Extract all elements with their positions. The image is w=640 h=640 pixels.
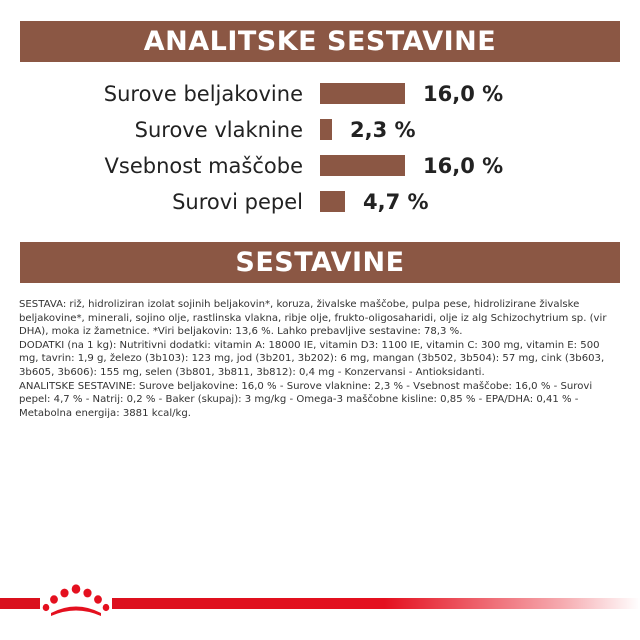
analytic-row-label: Surove beljakovine <box>103 82 303 106</box>
analytic-constituents-banner <box>20 21 620 62</box>
analytic-row-label: Surove vlaknine <box>134 118 303 142</box>
ingredients-banner <box>20 242 620 283</box>
additives-paragraph: DODATKI (na 1 kg): Nutritivni dodatki: vitamin A: 18000 IE, vitamin D3: 1100 IE, vitamin C: 300 mg, vitamin E: 500 mg, tavrin: 1,9 g, železo (3b103): 123 mg, jod (3b201, 3b202): 6 mg, mangan (3b502, 3b504): 57 mg, cink (3b603, 3b605, 3b606): 155 mg, selen (3b801, 3b811, 3b812): 0,4 mg - Konzervansi - Antioksidanti. <box>19 339 605 378</box>
analytic-row-bar <box>320 83 405 104</box>
ingredients-text <box>19 298 619 420</box>
analytic-row <box>0 115 640 145</box>
analytic-row-bar <box>320 191 345 212</box>
composition-paragraph: SESTAVA: riž, hidroliziran izolat sojinih beljakovin*, koruza, živalske maščobe, pulpa pese, hidrolizirane živalske beljakovine*, minerali, sojino olje, rastlinska vlakna, ribje olje, frukto-oligosaharidi, olje iz alg Schizochytrium sp. (vir DHA), moka iz žametnice. *Viri beljakovin: 13,6 %. Lahko prebavljive sestavine: 78,3 %. <box>19 299 607 338</box>
analytic-row-label: Surovi pepel <box>172 190 303 214</box>
analytic-row <box>0 187 640 217</box>
analytic-row-value: 16,0 % <box>423 154 504 178</box>
analytic-row-value: 16,0 % <box>423 82 504 106</box>
royal-canin-crown-icon <box>40 583 112 617</box>
analytic-row <box>0 151 640 181</box>
analytic-row-value: 4,7 % <box>363 190 429 214</box>
ingredients-title: SESTAVINE <box>235 247 405 278</box>
analytic-row <box>0 79 640 109</box>
analytic-constituents-title: ANALITSKE SESTAVINE <box>143 26 497 57</box>
analytic-row-bar <box>320 119 332 140</box>
analytic-constituents-paragraph: ANALITSKE SESTAVINE: Surove beljakovine: 16,0 % - Surove vlaknine: 2,3 % - Vsebnost maščobe: 16,0 % - Surovi pepel: 4,7 % - Natrij: 0,2 % - Baker (skupaj): 3 mg/kg - Omega-3 maščobne kisline: 0,85 % - EPA/DHA: 0,41 % - Metabolna energija: 3881 kcal/kg. <box>19 380 593 419</box>
analytic-row-label: Vsebnost maščobe <box>104 154 303 178</box>
analytic-row-bar <box>320 155 405 176</box>
analytic-row-value: 2,3 % <box>350 118 416 142</box>
